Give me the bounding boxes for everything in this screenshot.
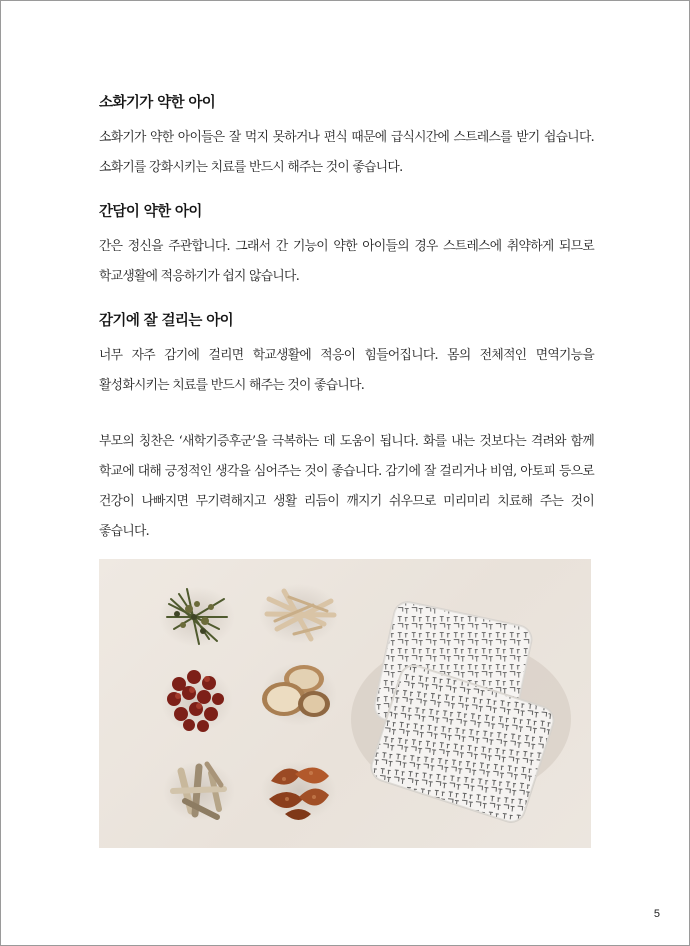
herbal-medicine-photo (99, 559, 591, 848)
sliced-root-discs (261, 662, 337, 726)
herbal-pouches (351, 600, 571, 826)
section-liver (99, 201, 594, 292)
page-number: 5 (653, 908, 660, 920)
dried-leaf-herb (159, 587, 235, 647)
section-paragraph: 간은 정신을 주관합니다. 그래서 간 기능이 약한 아이들의 경우 스트레스에 취약하게 되므로 학교생활에 적응하기가 쉽지 않습니다. (99, 239, 594, 284)
bark-sticks-herb (163, 761, 235, 821)
section-paragraph: 소화기가 약한 아이들은 잘 먹지 못하거나 편식 때문에 급식시간에 스트레스를 받기 쉽습니다. 소화기를 강화시키는 치료를 반드시 해주는 것이 좋습니다. (99, 130, 594, 175)
section-heading: 간담이 약한 아이 (99, 204, 202, 220)
article-body (99, 92, 594, 547)
section-paragraph: 너무 자주 감기에 걸리면 학교생활에 적응이 힘들어집니다. 몸의 전체적인 면역기능을 활성화시키는 치료를 반드시 해주는 것이 좋습니다. (99, 348, 594, 393)
root-slices-herb (259, 584, 339, 644)
red-berries-herb (161, 669, 233, 733)
section-digestive (99, 92, 594, 183)
section-heading: 소화기가 약한 아이 (99, 95, 216, 111)
dried-peel-herb (261, 761, 337, 821)
section-cold (99, 310, 594, 401)
closing-paragraph: 부모의 칭찬은 ‘새학기증후군’을 극복하는 데 도움이 됩니다. 화를 내는 것보다는 격려와 함께 학교에 대해 긍정적인 생각을 심어주는 것이 좋습니다. 감기에 잘 걸리거나 비염, 아토피 등으로 건강이 나빠지면 무기력해지고 생활 리듬이 깨지기 쉬우므로 미리미리 치료해 주는 것이 좋습니다. (99, 434, 594, 539)
section-heading: 감기에 잘 걸리는 아이 (99, 313, 234, 329)
